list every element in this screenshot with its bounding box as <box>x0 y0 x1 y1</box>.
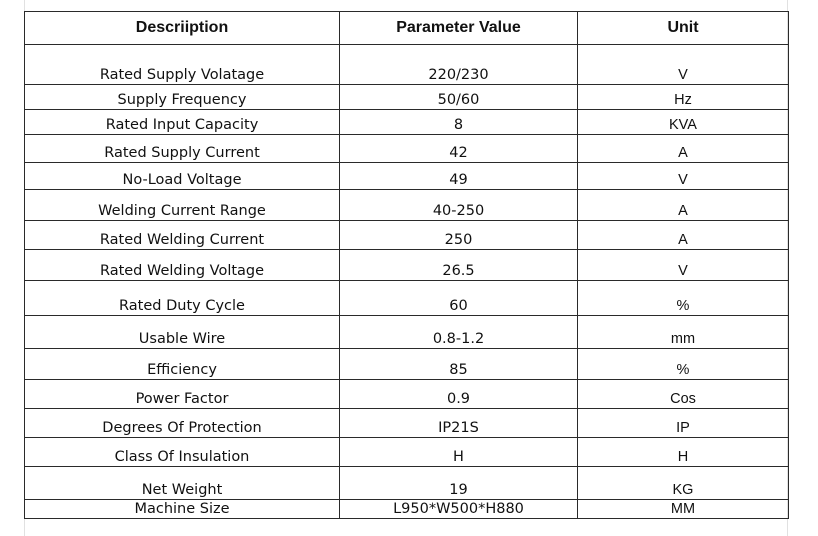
cell-parameter-value: 8 <box>340 110 578 135</box>
cell-description: No-Load Voltage <box>25 163 340 190</box>
cell-unit: H <box>578 438 789 467</box>
cell-description: Supply Frequency <box>25 85 340 110</box>
header-description: Descriiption <box>25 12 340 45</box>
table-row <box>25 380 789 409</box>
cell-unit: mm <box>578 316 789 349</box>
cell-unit: KG <box>578 467 789 500</box>
cell-parameter-value: 50/60 <box>340 85 578 110</box>
cell-parameter-value: L950*W500*H880 <box>340 500 578 519</box>
cell-unit: V <box>578 45 789 85</box>
cell-description: Class Of Insulation <box>25 438 340 467</box>
cell-unit: A <box>578 190 789 221</box>
cell-description: Rated Duty Cycle <box>25 281 340 316</box>
table-row <box>25 163 789 190</box>
cell-description: Rated Welding Current <box>25 221 340 250</box>
cell-description: Welding Current Range <box>25 190 340 221</box>
table-row <box>25 349 789 380</box>
header-parameter-value: Parameter Value <box>340 12 578 45</box>
table-row <box>25 409 789 438</box>
cell-parameter-value: 40-250 <box>340 190 578 221</box>
table-row <box>25 500 789 519</box>
cell-parameter-value: 250 <box>340 221 578 250</box>
cell-parameter-value: IP21S <box>340 409 578 438</box>
table-row <box>25 281 789 316</box>
cell-unit: Hz <box>578 85 789 110</box>
cell-parameter-value: H <box>340 438 578 467</box>
table-row <box>25 250 789 281</box>
cell-description: Usable Wire <box>25 316 340 349</box>
cell-description: Efficiency <box>25 349 340 380</box>
cell-description: Net Weight <box>25 467 340 500</box>
cell-unit: A <box>578 135 789 163</box>
cell-description: Machine Size <box>25 500 340 519</box>
cell-unit: V <box>578 250 789 281</box>
cell-unit: MM <box>578 500 789 519</box>
cell-description: Rated Supply Volatage <box>25 45 340 85</box>
table-row <box>25 221 789 250</box>
cell-parameter-value: 85 <box>340 349 578 380</box>
cell-parameter-value: 0.8-1.2 <box>340 316 578 349</box>
cell-parameter-value: 60 <box>340 281 578 316</box>
cell-description: Degrees Of Protection <box>25 409 340 438</box>
table-row <box>25 190 789 221</box>
table-row <box>25 438 789 467</box>
cell-unit: % <box>578 281 789 316</box>
cell-unit: % <box>578 349 789 380</box>
cell-parameter-value: 42 <box>340 135 578 163</box>
table-row <box>25 316 789 349</box>
cell-description: Rated Input Capacity <box>25 110 340 135</box>
table-row <box>25 467 789 500</box>
cell-parameter-value: 220/230 <box>340 45 578 85</box>
cell-parameter-value: 49 <box>340 163 578 190</box>
cell-description: Rated Supply Current <box>25 135 340 163</box>
cell-parameter-value: 19 <box>340 467 578 500</box>
table-row <box>25 110 789 135</box>
header-unit: Unit <box>578 12 789 45</box>
cell-parameter-value: 0.9 <box>340 380 578 409</box>
cell-description: Rated Welding Voltage <box>25 250 340 281</box>
table-header-row <box>25 12 789 45</box>
cell-description: Power Factor <box>25 380 340 409</box>
table-body <box>25 45 789 519</box>
table-row <box>25 85 789 110</box>
cell-unit: A <box>578 221 789 250</box>
cell-parameter-value: 26.5 <box>340 250 578 281</box>
parameter-table <box>24 11 789 519</box>
cell-unit: KVA <box>578 110 789 135</box>
cell-unit: Cos <box>578 380 789 409</box>
cell-unit: V <box>578 163 789 190</box>
cell-unit: IP <box>578 409 789 438</box>
table-row <box>25 45 789 85</box>
table-row <box>25 135 789 163</box>
